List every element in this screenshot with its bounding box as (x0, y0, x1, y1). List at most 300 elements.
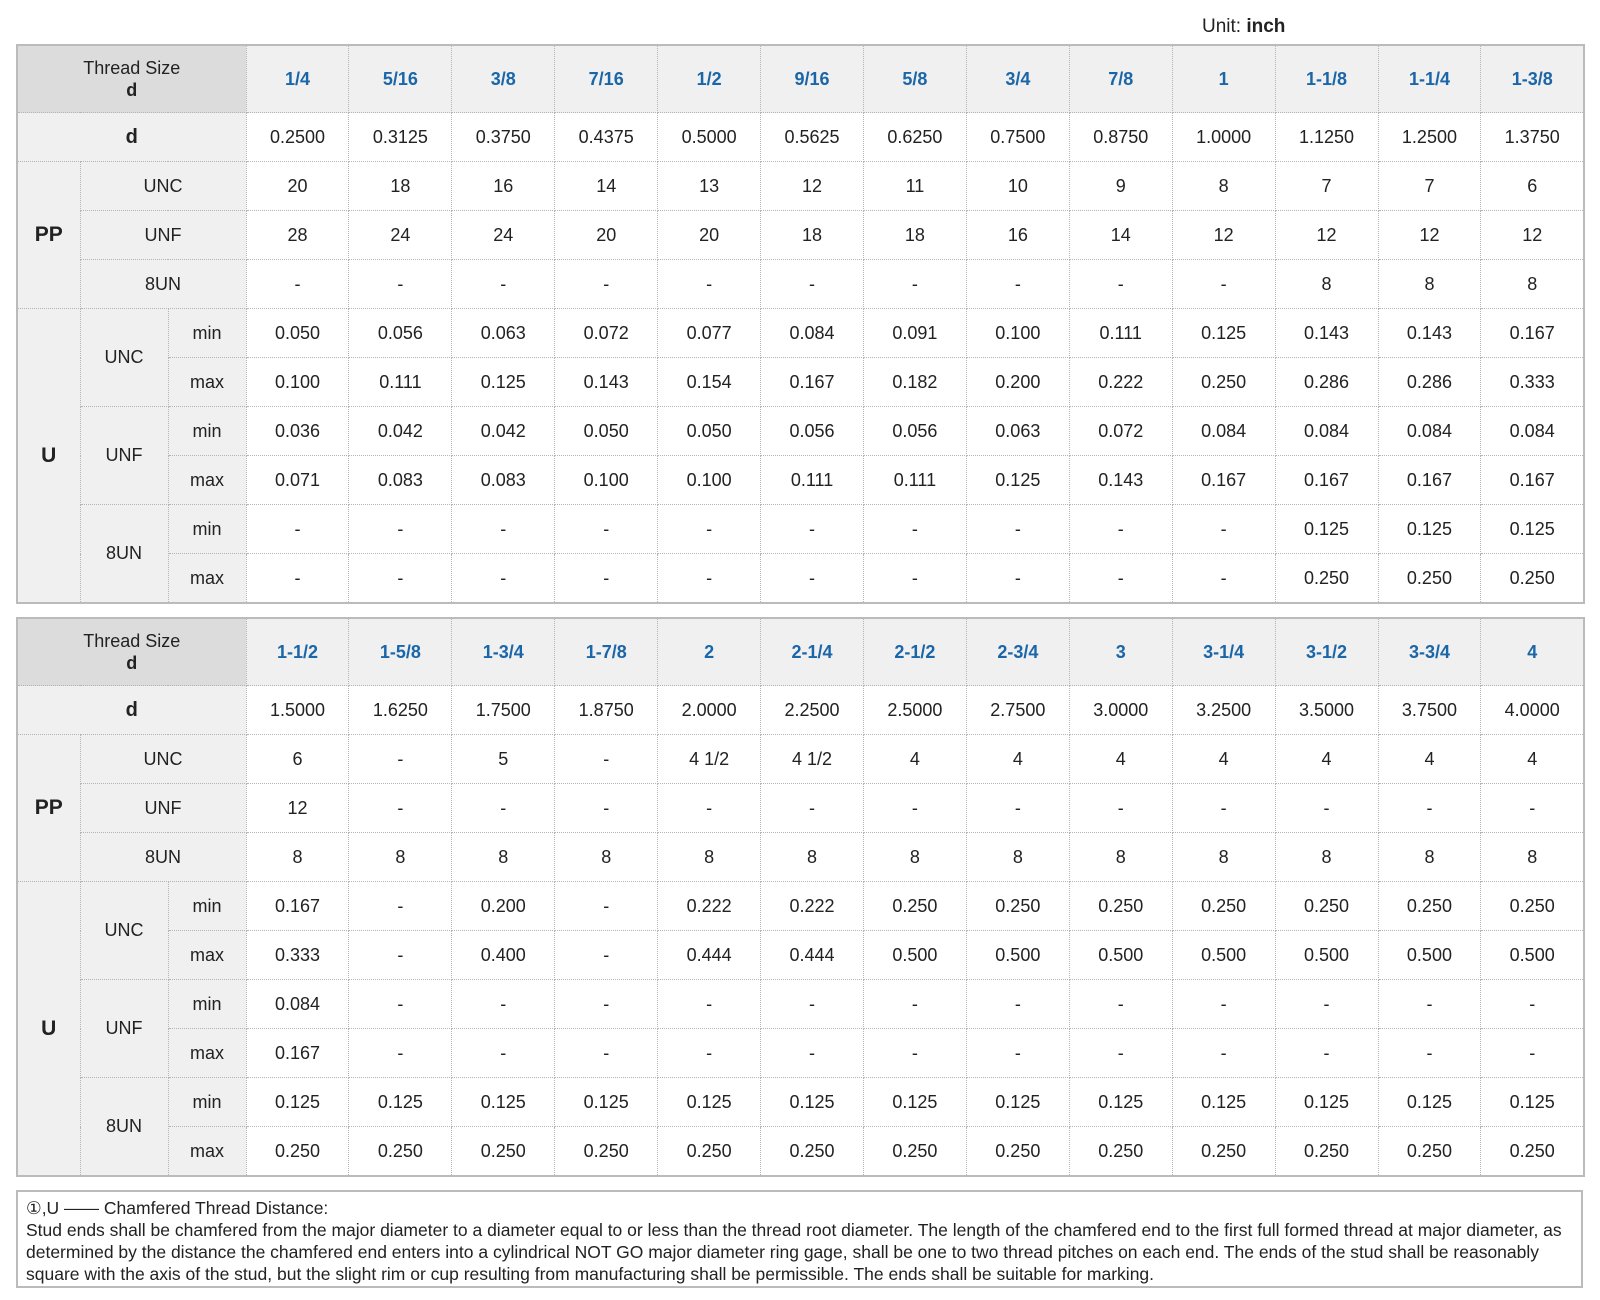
u-value-cell: - (658, 980, 761, 1029)
spec-table-2 (16, 617, 1585, 1177)
pp-value-cell: 8 (1378, 833, 1481, 882)
pp-value-cell: 12 (1172, 211, 1275, 260)
pp-value-cell: 6 (1481, 162, 1584, 211)
d-row (17, 113, 1584, 162)
u-value-cell: 0.042 (452, 407, 555, 456)
u-value-cell: 0.125 (1172, 1078, 1275, 1127)
pp-group-label: PP (17, 735, 80, 882)
pp-row (17, 784, 1584, 833)
pp-group-label: PP (17, 162, 80, 309)
u-value-cell: 0.125 (452, 358, 555, 407)
u-value-cell: - (246, 505, 349, 554)
u-value-cell: - (349, 505, 452, 554)
u-value-cell: 0.182 (863, 358, 966, 407)
u-value-cell: 0.042 (349, 407, 452, 456)
u-value-cell: 0.250 (555, 1127, 658, 1177)
note-title: ①,U —— Chamfered Thread Distance: (26, 1198, 329, 1218)
d-value-cell: 0.5625 (761, 113, 864, 162)
thread-size-label: Thread Size (83, 58, 181, 78)
u-value-cell: - (658, 505, 761, 554)
pp-value-cell: - (1069, 784, 1172, 833)
d-value-cell: 0.5000 (658, 113, 761, 162)
u-value-cell: - (966, 505, 1069, 554)
pp-value-cell: - (452, 260, 555, 309)
u-value-cell: - (1275, 1029, 1378, 1078)
u-value-cell: 0.444 (658, 931, 761, 980)
u-value-cell: - (349, 931, 452, 980)
thread-size-cell: 3-1/2 (1275, 618, 1378, 686)
thread-size-cell: 3 (1069, 618, 1172, 686)
u-value-cell: - (966, 1029, 1069, 1078)
u-value-cell: 0.250 (1069, 1127, 1172, 1177)
u-row (17, 358, 1584, 407)
u-value-cell: 0.167 (246, 1029, 349, 1078)
u-value-cell: 0.250 (1172, 358, 1275, 407)
pp-value-cell: 12 (1378, 211, 1481, 260)
pp-value-cell: - (1172, 784, 1275, 833)
u-value-cell: 0.500 (1069, 931, 1172, 980)
u-value-cell: - (1172, 505, 1275, 554)
u-value-cell: 0.200 (452, 882, 555, 931)
pp-value-cell: - (863, 260, 966, 309)
pp-value-cell: 16 (452, 162, 555, 211)
u-value-cell: 0.063 (966, 407, 1069, 456)
pp-value-cell: - (1069, 260, 1172, 309)
u-value-cell: 0.250 (1275, 882, 1378, 931)
u-value-cell: 0.084 (1481, 407, 1584, 456)
u-series-label: UNC (80, 309, 168, 407)
u-value-cell: 0.072 (1069, 407, 1172, 456)
u-value-cell: 0.250 (1378, 554, 1481, 604)
u-value-cell: 0.100 (246, 358, 349, 407)
u-value-cell: 0.050 (658, 407, 761, 456)
u-value-cell: 0.063 (452, 309, 555, 358)
d-value-cell: 1.8750 (555, 686, 658, 735)
u-value-cell: - (966, 554, 1069, 604)
u-value-cell: - (349, 980, 452, 1029)
u-value-cell: 0.154 (658, 358, 761, 407)
u-value-cell: 0.111 (863, 456, 966, 505)
pp-value-cell: 6 (246, 735, 349, 784)
u-value-cell: - (452, 554, 555, 604)
u-minmax-label: max (168, 931, 246, 980)
unit-value: inch (1246, 16, 1286, 37)
thread-size-cell: 1-5/8 (349, 618, 452, 686)
u-value-cell: 0.143 (555, 358, 658, 407)
u-value-cell: 0.250 (1481, 1127, 1584, 1177)
u-value-cell: - (761, 980, 864, 1029)
u-value-cell: 0.125 (1378, 1078, 1481, 1127)
u-value-cell: - (555, 1029, 658, 1078)
thread-size-cell: 1-1/2 (246, 618, 349, 686)
u-value-cell: 0.167 (1275, 456, 1378, 505)
u-value-cell: 0.250 (452, 1127, 555, 1177)
u-value-cell: - (966, 980, 1069, 1029)
u-value-cell: - (1172, 980, 1275, 1029)
pp-value-cell: 8 (1275, 833, 1378, 882)
pp-value-cell: 12 (246, 784, 349, 833)
d-value-cell: 0.6250 (863, 113, 966, 162)
u-value-cell: - (1069, 505, 1172, 554)
d-value-cell: 2.5000 (863, 686, 966, 735)
d-value-cell: 2.7500 (966, 686, 1069, 735)
pp-value-cell: 8 (761, 833, 864, 882)
u-value-cell: 0.167 (761, 358, 864, 407)
u-group-label: U (17, 882, 80, 1177)
pp-value-cell: - (349, 260, 452, 309)
d-value-cell: 1.0000 (1172, 113, 1275, 162)
u-value-cell: 0.100 (658, 456, 761, 505)
u-minmax-label: min (168, 980, 246, 1029)
d-value-cell: 2.2500 (761, 686, 864, 735)
d-label: d (17, 686, 246, 735)
u-value-cell: 0.083 (349, 456, 452, 505)
u-value-cell: 0.250 (863, 1127, 966, 1177)
thread-size-cell: 2-1/2 (863, 618, 966, 686)
u-value-cell: 0.250 (1172, 1127, 1275, 1177)
u-series-label: UNF (80, 407, 168, 505)
u-value-cell: - (761, 505, 864, 554)
u-value-cell: 0.091 (863, 309, 966, 358)
u-value-cell: - (349, 882, 452, 931)
thread-size-cell: 5/8 (863, 45, 966, 113)
d-value-cell: 0.3125 (349, 113, 452, 162)
d-value-cell: 3.0000 (1069, 686, 1172, 735)
pp-value-cell: 13 (658, 162, 761, 211)
pp-value-cell: 18 (863, 211, 966, 260)
d-value-cell: 4.0000 (1481, 686, 1584, 735)
u-series-label: UNF (80, 980, 168, 1078)
pp-value-cell: - (349, 784, 452, 833)
u-value-cell: 0.084 (1378, 407, 1481, 456)
thread-size-cell: 1-1/4 (1378, 45, 1481, 113)
u-value-cell: 0.222 (1069, 358, 1172, 407)
u-value-cell: 0.167 (1481, 309, 1584, 358)
u-value-cell: 0.084 (1172, 407, 1275, 456)
u-value-cell: 0.222 (761, 882, 864, 931)
u-value-cell: 0.250 (1069, 882, 1172, 931)
u-value-cell: 0.077 (658, 309, 761, 358)
pp-value-cell: 8 (1069, 833, 1172, 882)
u-row (17, 505, 1584, 554)
header-row (17, 45, 1584, 113)
d-row (17, 686, 1584, 735)
u-row (17, 554, 1584, 604)
u-value-cell: 0.167 (246, 882, 349, 931)
pp-value-cell: 24 (349, 211, 452, 260)
thread-size-d-label: d (126, 653, 138, 673)
pp-row (17, 162, 1584, 211)
pp-value-cell: 4 1/2 (761, 735, 864, 784)
u-value-cell: - (658, 554, 761, 604)
u-group-label: U (17, 309, 80, 604)
pp-value-cell: 11 (863, 162, 966, 211)
d-value-cell: 1.2500 (1378, 113, 1481, 162)
pp-value-cell: 8 (246, 833, 349, 882)
pp-value-cell: 8 (658, 833, 761, 882)
pp-value-cell: - (761, 784, 864, 833)
pp-value-cell: - (1378, 784, 1481, 833)
u-value-cell: 0.071 (246, 456, 349, 505)
pp-value-cell: 8 (1378, 260, 1481, 309)
u-value-cell: 0.056 (761, 407, 864, 456)
u-minmax-label: min (168, 407, 246, 456)
u-value-cell: 0.500 (1481, 931, 1584, 980)
u-value-cell: - (452, 505, 555, 554)
thread-size-cell: 1-7/8 (555, 618, 658, 686)
pp-value-cell: - (452, 784, 555, 833)
pp-series-label: UNF (80, 211, 246, 260)
u-value-cell: 0.125 (1172, 309, 1275, 358)
pp-value-cell: - (555, 735, 658, 784)
u-value-cell: - (1481, 980, 1584, 1029)
thread-size-cell: 7/16 (555, 45, 658, 113)
pp-value-cell: - (246, 260, 349, 309)
pp-value-cell: 18 (761, 211, 864, 260)
pp-value-cell: - (658, 260, 761, 309)
thread-size-header (17, 618, 246, 686)
pp-value-cell: 4 (1378, 735, 1481, 784)
d-value-cell: 1.6250 (349, 686, 452, 735)
u-value-cell: 0.125 (1069, 1078, 1172, 1127)
u-minmax-label: max (168, 554, 246, 604)
u-value-cell: - (1481, 1029, 1584, 1078)
pp-series-label: 8UN (80, 260, 246, 309)
u-value-cell: 0.286 (1378, 358, 1481, 407)
u-value-cell: 0.111 (349, 358, 452, 407)
thread-size-d-label: d (126, 80, 138, 100)
u-value-cell: - (555, 882, 658, 931)
u-value-cell: 0.250 (1378, 1127, 1481, 1177)
pp-value-cell: 7 (1378, 162, 1481, 211)
pp-value-cell: - (1275, 784, 1378, 833)
pp-value-cell: 8 (349, 833, 452, 882)
u-value-cell: 0.056 (863, 407, 966, 456)
thread-size-cell: 1/2 (658, 45, 761, 113)
u-value-cell: 0.125 (349, 1078, 452, 1127)
thread-size-cell: 3-3/4 (1378, 618, 1481, 686)
pp-value-cell: 28 (246, 211, 349, 260)
u-value-cell: 0.111 (761, 456, 864, 505)
u-row (17, 309, 1584, 358)
u-row (17, 931, 1584, 980)
pp-value-cell: 20 (246, 162, 349, 211)
pp-row (17, 260, 1584, 309)
thread-size-cell: 1-3/4 (452, 618, 555, 686)
pp-value-cell: 4 (1275, 735, 1378, 784)
u-value-cell: 0.250 (1275, 554, 1378, 604)
u-value-cell: 0.500 (863, 931, 966, 980)
pp-value-cell: 4 (1481, 735, 1584, 784)
pp-series-label: 8UN (80, 833, 246, 882)
thread-size-cell: 1-3/8 (1481, 45, 1584, 113)
pp-row (17, 211, 1584, 260)
u-minmax-label: max (168, 456, 246, 505)
thread-size-header (17, 45, 246, 113)
d-value-cell: 0.8750 (1069, 113, 1172, 162)
u-value-cell: 0.125 (452, 1078, 555, 1127)
u-value-cell: 0.125 (1481, 1078, 1584, 1127)
u-value-cell: 0.222 (658, 882, 761, 931)
u-value-cell: - (452, 1029, 555, 1078)
u-value-cell: - (863, 980, 966, 1029)
u-value-cell: - (761, 1029, 864, 1078)
u-value-cell: 0.250 (349, 1127, 452, 1177)
pp-value-cell: 5 (452, 735, 555, 784)
thread-size-cell: 5/16 (349, 45, 452, 113)
u-value-cell: 0.200 (966, 358, 1069, 407)
pp-value-cell: - (966, 784, 1069, 833)
d-value-cell: 1.3750 (1481, 113, 1584, 162)
u-value-cell: - (555, 554, 658, 604)
pp-value-cell: 4 (1069, 735, 1172, 784)
pp-value-cell: - (1481, 784, 1584, 833)
u-value-cell: 0.072 (555, 309, 658, 358)
u-value-cell: 0.125 (246, 1078, 349, 1127)
u-value-cell: - (246, 554, 349, 604)
u-value-cell: 0.143 (1069, 456, 1172, 505)
pp-value-cell: 24 (452, 211, 555, 260)
u-value-cell: 0.167 (1378, 456, 1481, 505)
u-value-cell: - (1172, 1029, 1275, 1078)
pp-value-cell: 16 (966, 211, 1069, 260)
u-value-cell: 0.084 (761, 309, 864, 358)
u-value-cell: 0.167 (1481, 456, 1584, 505)
u-value-cell: 0.333 (1481, 358, 1584, 407)
thread-size-cell: 3-1/4 (1172, 618, 1275, 686)
thread-size-cell: 2-3/4 (966, 618, 1069, 686)
u-value-cell: 0.250 (966, 1127, 1069, 1177)
pp-value-cell: - (863, 784, 966, 833)
u-value-cell: 0.050 (555, 407, 658, 456)
thread-size-cell: 1-1/8 (1275, 45, 1378, 113)
u-value-cell: - (1069, 1029, 1172, 1078)
unit-indicator (1202, 16, 1285, 38)
u-value-cell: 0.500 (1172, 931, 1275, 980)
u-value-cell: - (349, 1029, 452, 1078)
u-value-cell: 0.143 (1378, 309, 1481, 358)
u-value-cell: 0.100 (966, 309, 1069, 358)
pp-value-cell: 7 (1275, 162, 1378, 211)
u-value-cell: 0.125 (761, 1078, 864, 1127)
u-value-cell: 0.444 (761, 931, 864, 980)
u-value-cell: 0.500 (1275, 931, 1378, 980)
pp-value-cell: 14 (1069, 211, 1172, 260)
u-value-cell: 0.036 (246, 407, 349, 456)
u-minmax-label: max (168, 358, 246, 407)
u-value-cell: 0.050 (246, 309, 349, 358)
u-value-cell: 0.125 (555, 1078, 658, 1127)
thread-size-label: Thread Size (83, 631, 181, 651)
d-value-cell: 3.5000 (1275, 686, 1378, 735)
note-body: Stud ends shall be chamfered from the major diameter to a diameter equal to or less than the thread root diameter. The length of the chamfered end to the first full formed thread at major diameter, as determined by the distance the chamfered end enters into a cylindrical NOT GO major diameter ring gage, shall be one to two thread pitches on each end. The ends of the stud shall be reasonably square with the axis of the stud, but the slight rim or cup resulting from manufacturing shall be permissible. The ends shall be suitable for marking. (26, 1220, 1562, 1284)
u-value-cell: 0.125 (863, 1078, 966, 1127)
u-row (17, 882, 1584, 931)
thread-size-cell: 9/16 (761, 45, 864, 113)
u-value-cell: - (863, 505, 966, 554)
u-row (17, 1127, 1584, 1177)
u-value-cell: - (1069, 554, 1172, 604)
u-value-cell: - (658, 1029, 761, 1078)
pp-value-cell: 4 (1172, 735, 1275, 784)
u-value-cell: 0.125 (1275, 505, 1378, 554)
d-label: d (17, 113, 246, 162)
pp-row (17, 833, 1584, 882)
pp-value-cell: 4 (966, 735, 1069, 784)
pp-series-label: UNC (80, 735, 246, 784)
thread-size-cell: 3/4 (966, 45, 1069, 113)
u-value-cell: 0.250 (1378, 882, 1481, 931)
thread-size-cell: 1/4 (246, 45, 349, 113)
pp-value-cell: 8 (863, 833, 966, 882)
u-value-cell: 0.250 (1481, 554, 1584, 604)
u-value-cell: 0.400 (452, 931, 555, 980)
u-value-cell: - (452, 980, 555, 1029)
u-value-cell: 0.250 (1275, 1127, 1378, 1177)
u-value-cell: - (1378, 1029, 1481, 1078)
d-value-cell: 1.1250 (1275, 113, 1378, 162)
u-value-cell: 0.125 (1481, 505, 1584, 554)
pp-value-cell: 12 (761, 162, 864, 211)
u-row (17, 1029, 1584, 1078)
spec-table-1 (16, 44, 1585, 604)
u-value-cell: - (555, 931, 658, 980)
d-value-cell: 3.2500 (1172, 686, 1275, 735)
u-minmax-label: max (168, 1127, 246, 1177)
thread-size-cell: 2 (658, 618, 761, 686)
u-value-cell: 0.056 (349, 309, 452, 358)
u-value-cell: - (863, 1029, 966, 1078)
pp-value-cell: - (761, 260, 864, 309)
u-value-cell: - (555, 980, 658, 1029)
u-minmax-label: min (168, 309, 246, 358)
u-value-cell: 0.250 (1172, 882, 1275, 931)
u-minmax-label: max (168, 1029, 246, 1078)
u-series-label: UNC (80, 882, 168, 980)
pp-value-cell: - (555, 784, 658, 833)
pp-value-cell: 8 (1275, 260, 1378, 309)
pp-value-cell: 8 (1172, 162, 1275, 211)
u-value-cell: 0.084 (1275, 407, 1378, 456)
u-series-label: 8UN (80, 1078, 168, 1177)
d-value-cell: 0.3750 (452, 113, 555, 162)
u-value-cell: 0.125 (1378, 505, 1481, 554)
u-value-cell: 0.250 (658, 1127, 761, 1177)
u-value-cell: 0.250 (966, 882, 1069, 931)
d-value-cell: 1.7500 (452, 686, 555, 735)
u-value-cell: - (555, 505, 658, 554)
thread-size-cell: 7/8 (1069, 45, 1172, 113)
d-value-cell: 1.5000 (246, 686, 349, 735)
u-value-cell: - (863, 554, 966, 604)
pp-value-cell: 8 (1172, 833, 1275, 882)
d-value-cell: 0.2500 (246, 113, 349, 162)
u-value-cell: 0.250 (863, 882, 966, 931)
u-value-cell: 0.333 (246, 931, 349, 980)
pp-value-cell: 9 (1069, 162, 1172, 211)
u-minmax-label: min (168, 505, 246, 554)
u-value-cell: 0.143 (1275, 309, 1378, 358)
d-value-cell: 3.7500 (1378, 686, 1481, 735)
u-minmax-label: min (168, 882, 246, 931)
header-row (17, 618, 1584, 686)
pp-value-cell: 8 (966, 833, 1069, 882)
pp-value-cell: 8 (452, 833, 555, 882)
pp-value-cell: 8 (1481, 833, 1584, 882)
u-value-cell: - (1275, 980, 1378, 1029)
d-value-cell: 0.7500 (966, 113, 1069, 162)
thread-size-cell: 3/8 (452, 45, 555, 113)
